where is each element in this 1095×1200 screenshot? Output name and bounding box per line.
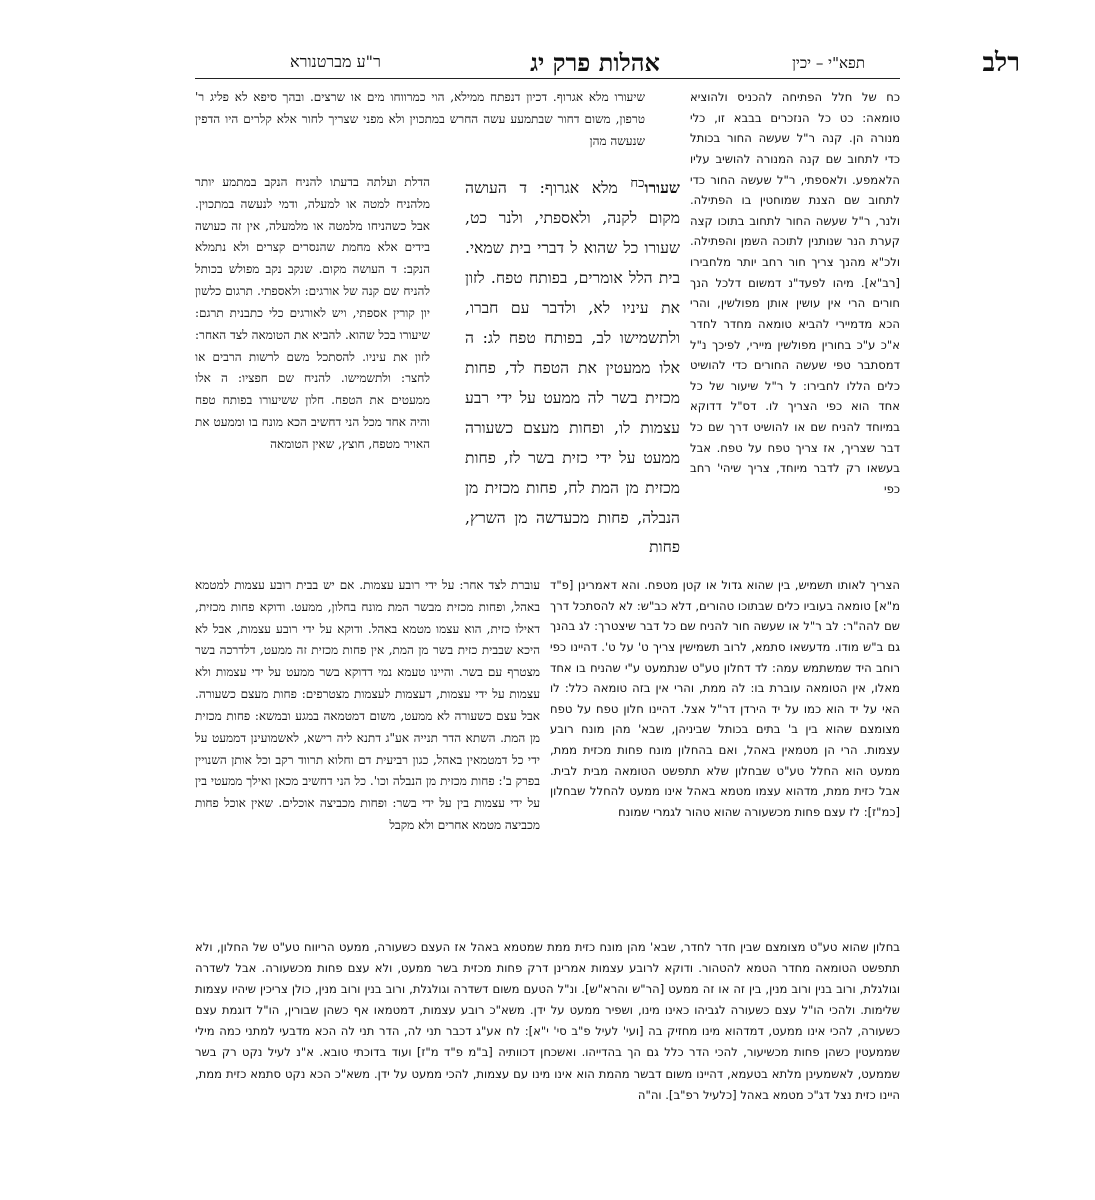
tiferet-yisrael-bottom bbox=[195, 937, 900, 1147]
bartenura-top bbox=[195, 87, 645, 175]
tiferet-yisrael-upper bbox=[690, 87, 900, 575]
tiferet-yisrael-lower bbox=[550, 575, 900, 935]
footnote-mark: כח bbox=[630, 176, 645, 191]
bartenura-text: עוברת לצד אחר: על ידי רובע עצמות. אם יש בבית רובע עצמות למטמא באהל, ופחות מכזית מבשר המת מונח בחלון, ממעט. ודוקא פחות מכזית, דאילו כזית, הוא עצמו מטמא באהל. ודוקא על ידי רובע עצמות, אבל לא היכא שבבית כזית בשר מן המת, אין פחות מכזית זה ממעט, דלדרכה בשר מצטרף עם בשר. והיינו טעמא נמי דדוקא בשר ממעט על ידי עצמות ולא עצמות על ידי עצמות, דעצמות לעצמות מצטרפים: פחות מעצם כשעורה. אבל עצם כשעורה לא ממעט, משום דמטמאה במגע ובמשא: פחות מכזית מן המת. השתא הדר תנייה אע"ג דתנא ליה רישא, לאשמועינן דממעט על ידי כל דמטמאין באהל, כגון רביעית דם וחלוא תרווד רקב וכל אותן השנויין בפרק ב': פחות מכזית מן הנבלה וכו'. כל הני דחשיב מכאן ואילך ממעטי בין על ידי עצמות בין על ידי בשר: ופחות מכביצה אוכלים. שאין אוכל פחות מכביצה מטמא אחרים ולא מקבל bbox=[195, 578, 540, 833]
commentary-text: הצריך לאותו תשמיש, בין שהוא גדול או קטן מטפח. והא דאמרינן [פ"ד מ"א] טומאה בעוביו כלים שבתוכו טהורים, דלא כב"ש: לא להסתכל דרך שם להה"ר: לב ר"ל או שעשה חור להניח שם כל דבר שיצטרך: לג בהנך גם ב"ש מודו. מדעשאו סתמא, לרוב תשמישין צריך ט' על ט'. דהיינו כפי רוחב היד שמשתמש עמה: לד דחלון טע"ט שנתמעט ע"י שהניח בו אחד מאלו, אין הטומאה עוברת בו: לה ממת, והרי אין בזה טומאה כלל: לו האי על יד הוא כמו על יד הירדן דר"ל אצל. דהיינו חלון טפח על טפח מצומצם שהוא בין ב' בתים בכותל שביניהן, שבא' מהן מונח רובע עצמות. הרי הן מטמאין באהל, ואם בהחלון מונח פחות מכזית ממת, ממעט הוא החלל טע"ט שבחלון שלא תתפשט הטומאה מבית לבית. אבל כזית ממת, מדהוא עצמו מטמא באהל אינו ממעט להחלל שבחלון [כמ"ז]: לז עצם פחות מכשעורה שהוא טהור לגמרי שמונח bbox=[550, 578, 900, 819]
bartenura-text: שיעורו מלא אגרוף. דכיון דנפתח ממילא, הוי כמרווחו מים או שרצים. ובהך סיפא לא פליג ר' טרפון, משום דחור שבתמעע עשה החרש במתכוין ולא מפני שצריך לחור אלא קלרים היו הדפין שנעשה מהן bbox=[195, 90, 645, 148]
running-range: תפא"י – יכין bbox=[792, 54, 865, 72]
page-number: רלב bbox=[982, 48, 1020, 78]
header-divider bbox=[195, 78, 900, 79]
bartenura-column bbox=[195, 172, 430, 584]
mishnah-lead-word: שעורו bbox=[644, 178, 680, 198]
commentator-name: ר"ע מברטנורא bbox=[290, 52, 381, 71]
commentary-text: כח של חלל הפתיחה להכניס ולהוציא טומאה: כט כל הנזכרים בבבא זו, כלי מנורה הן. קנה ר"ל שעשה החור בכותל כדי לתחוב שם קנה המנורה להושיב עליו הלאמפע. ולאספתי, ר"ל שעשה החור כדי לתחוב שם הצנת שמוחטין בו הפתילה. ולנר, ר"ל שעשה החור לתחוב בתוכו קצה קערת הנר שנותנין לתוכה השמן והפתילה. ולכ"א מהנך צריך חור רחב יותר מלחבירו [רב"א]. מיהו לפעד"נ דמשום דלכל הנך חורים הרי אין עושין אותן מפולשין, והרי הכא מדמיירי להביא טומאה מחדר לחדר א"כ ע"כ בחורין מפולשין מיירי, לפיכך נ"ל דמסתבר טפי שעשה החורים כדי להושיט כלים הללו לחבירו: ל ר"ל שיעור של כל אחד הוא כפי הצריך לו. דס"ל דדוקא במיוחד להניח שם או להושיט דרך שם כל דבר שצריך, אז צריך טפח על טפח. אבל בעשאו רק לדבר מיוחד, צריך שיהי' רחב כפי bbox=[690, 90, 900, 496]
bartenura-lower bbox=[195, 575, 540, 935]
tractate-chapter-title: אהלות פרק יג bbox=[530, 48, 660, 77]
commentary-text: בחלון שהוא טע"ט מצומצם שבין חדר לחדר, שבא' מהן מונח כזית ממת שמטמא באהל אז העצם כשעורה, ממעט הריווח טע"ט של החלון, ולא תתפשט הטומאה מחדר הטמא להטהור. ודוקא לרובע עצמות אמרינן דרק פחות מכזית בשר ממעט, ולא עצם פחות מכשעורה. אבל לשדרה וגולגלת, ורוב בנין ורוב מנין, בין זה או זה ממעט [הר"ש והרא"ש]. ונ"ל הטעם משום דשדרה וגולגלת, ורוב בנין ורוב מנין, כולן צריכין שיהיו עצמות שלימות. ולהכי הו"ל עצם כשעורה לגביהו כאינו מינו, ושפיר ממעט על ידן. משא"כ רובע עצמות, דמטמאו אף כשהן שבורין, הו"ל דוגמת עצם כשעורה, להכי אינו ממעט, דמדהוא מינו מחזיק בה [ועי' לעיל פ"ב סי' י"א]: לח אע"ג דכבר תני לה, הדר תני לה הכא מדבעי למתני כמה מילי שממעטין כשהן פחות מכשיעור, להכי הדר כלל גם הך בהדייהו. ואשכחן דכוותיה [ב"מ פ"ד מ"ז] ועוד בדוכתי טובא. א"נ לעיל נקט רק בשר שממעט, לאשמעינן מלתא בטעמא, דהיינו משום דבשר מהמת הוא אינו מינו עם עצמות, להכי ממעט על ידן. משא"כ הכא נקט סתמא כזית ממת, היינו כזית נצל דג"כ מטמא באהל [כלעיל רפ"ב]. וה"ה bbox=[195, 940, 900, 1102]
mishnah-paragraph bbox=[465, 172, 680, 563]
mishnah-body: מלא אגרוף: ד העושה מקום לקנה, ולאספתי, ולנר כט, שעורו כל שהוא ל דברי בית שמאי. בית הלל אומרים, בפותח טפח. לזון את עיניו לא, ולדבר עם חברו, ולתשמישו לב, בפותח טפח לג: ה אלו ממעטין את הטפח לד, פחות מכזית בשר לה ממעט על ידי רבע עצמות לו, ופחות מעצם כשעורה ממעט על ידי כזית בשר לז, פחות מכזית מן המת לח, פחות מכזית מן הנבלה, פחות מכעדשה מן השרץ, פחות bbox=[465, 179, 680, 557]
mishnah-text-block bbox=[465, 172, 680, 584]
running-header bbox=[290, 40, 1020, 80]
bartenura-text: הדלת ועלתה בדעתו להניח הנקב במתמע יותר מלהניח למטה או למעלה, ודמי לנעשה במתכוין. אבל כשהניחו מלמטה או מלמעלה, אין זה כעושה בידים אלא מחמת שהנסרים קצרים ולא נתמלא הנקב: ד העושה מקום. שנקב נקב מפולש בכותל להניח שם קנה של אורגים: ולאספתי. תרגום כלשון יון קורין אספתי, ויש לאורגים כלי כתבנית תרגם: שיעורו בכל שהוא. להביא את הטומאה לצד האחר: לזון את עיניו. להסתכל משם לרשות הרבים או לחצר: ולתשמישו. להניח שם חפציו: ה אלו ממעטים את הטפח. חלון ששיעורו בפותח טפח והיה אחד מכל הני דחשיב הכא מונח בו וממעט את האויר מטפח, חוצץ, שאין הטומאה bbox=[195, 175, 430, 451]
